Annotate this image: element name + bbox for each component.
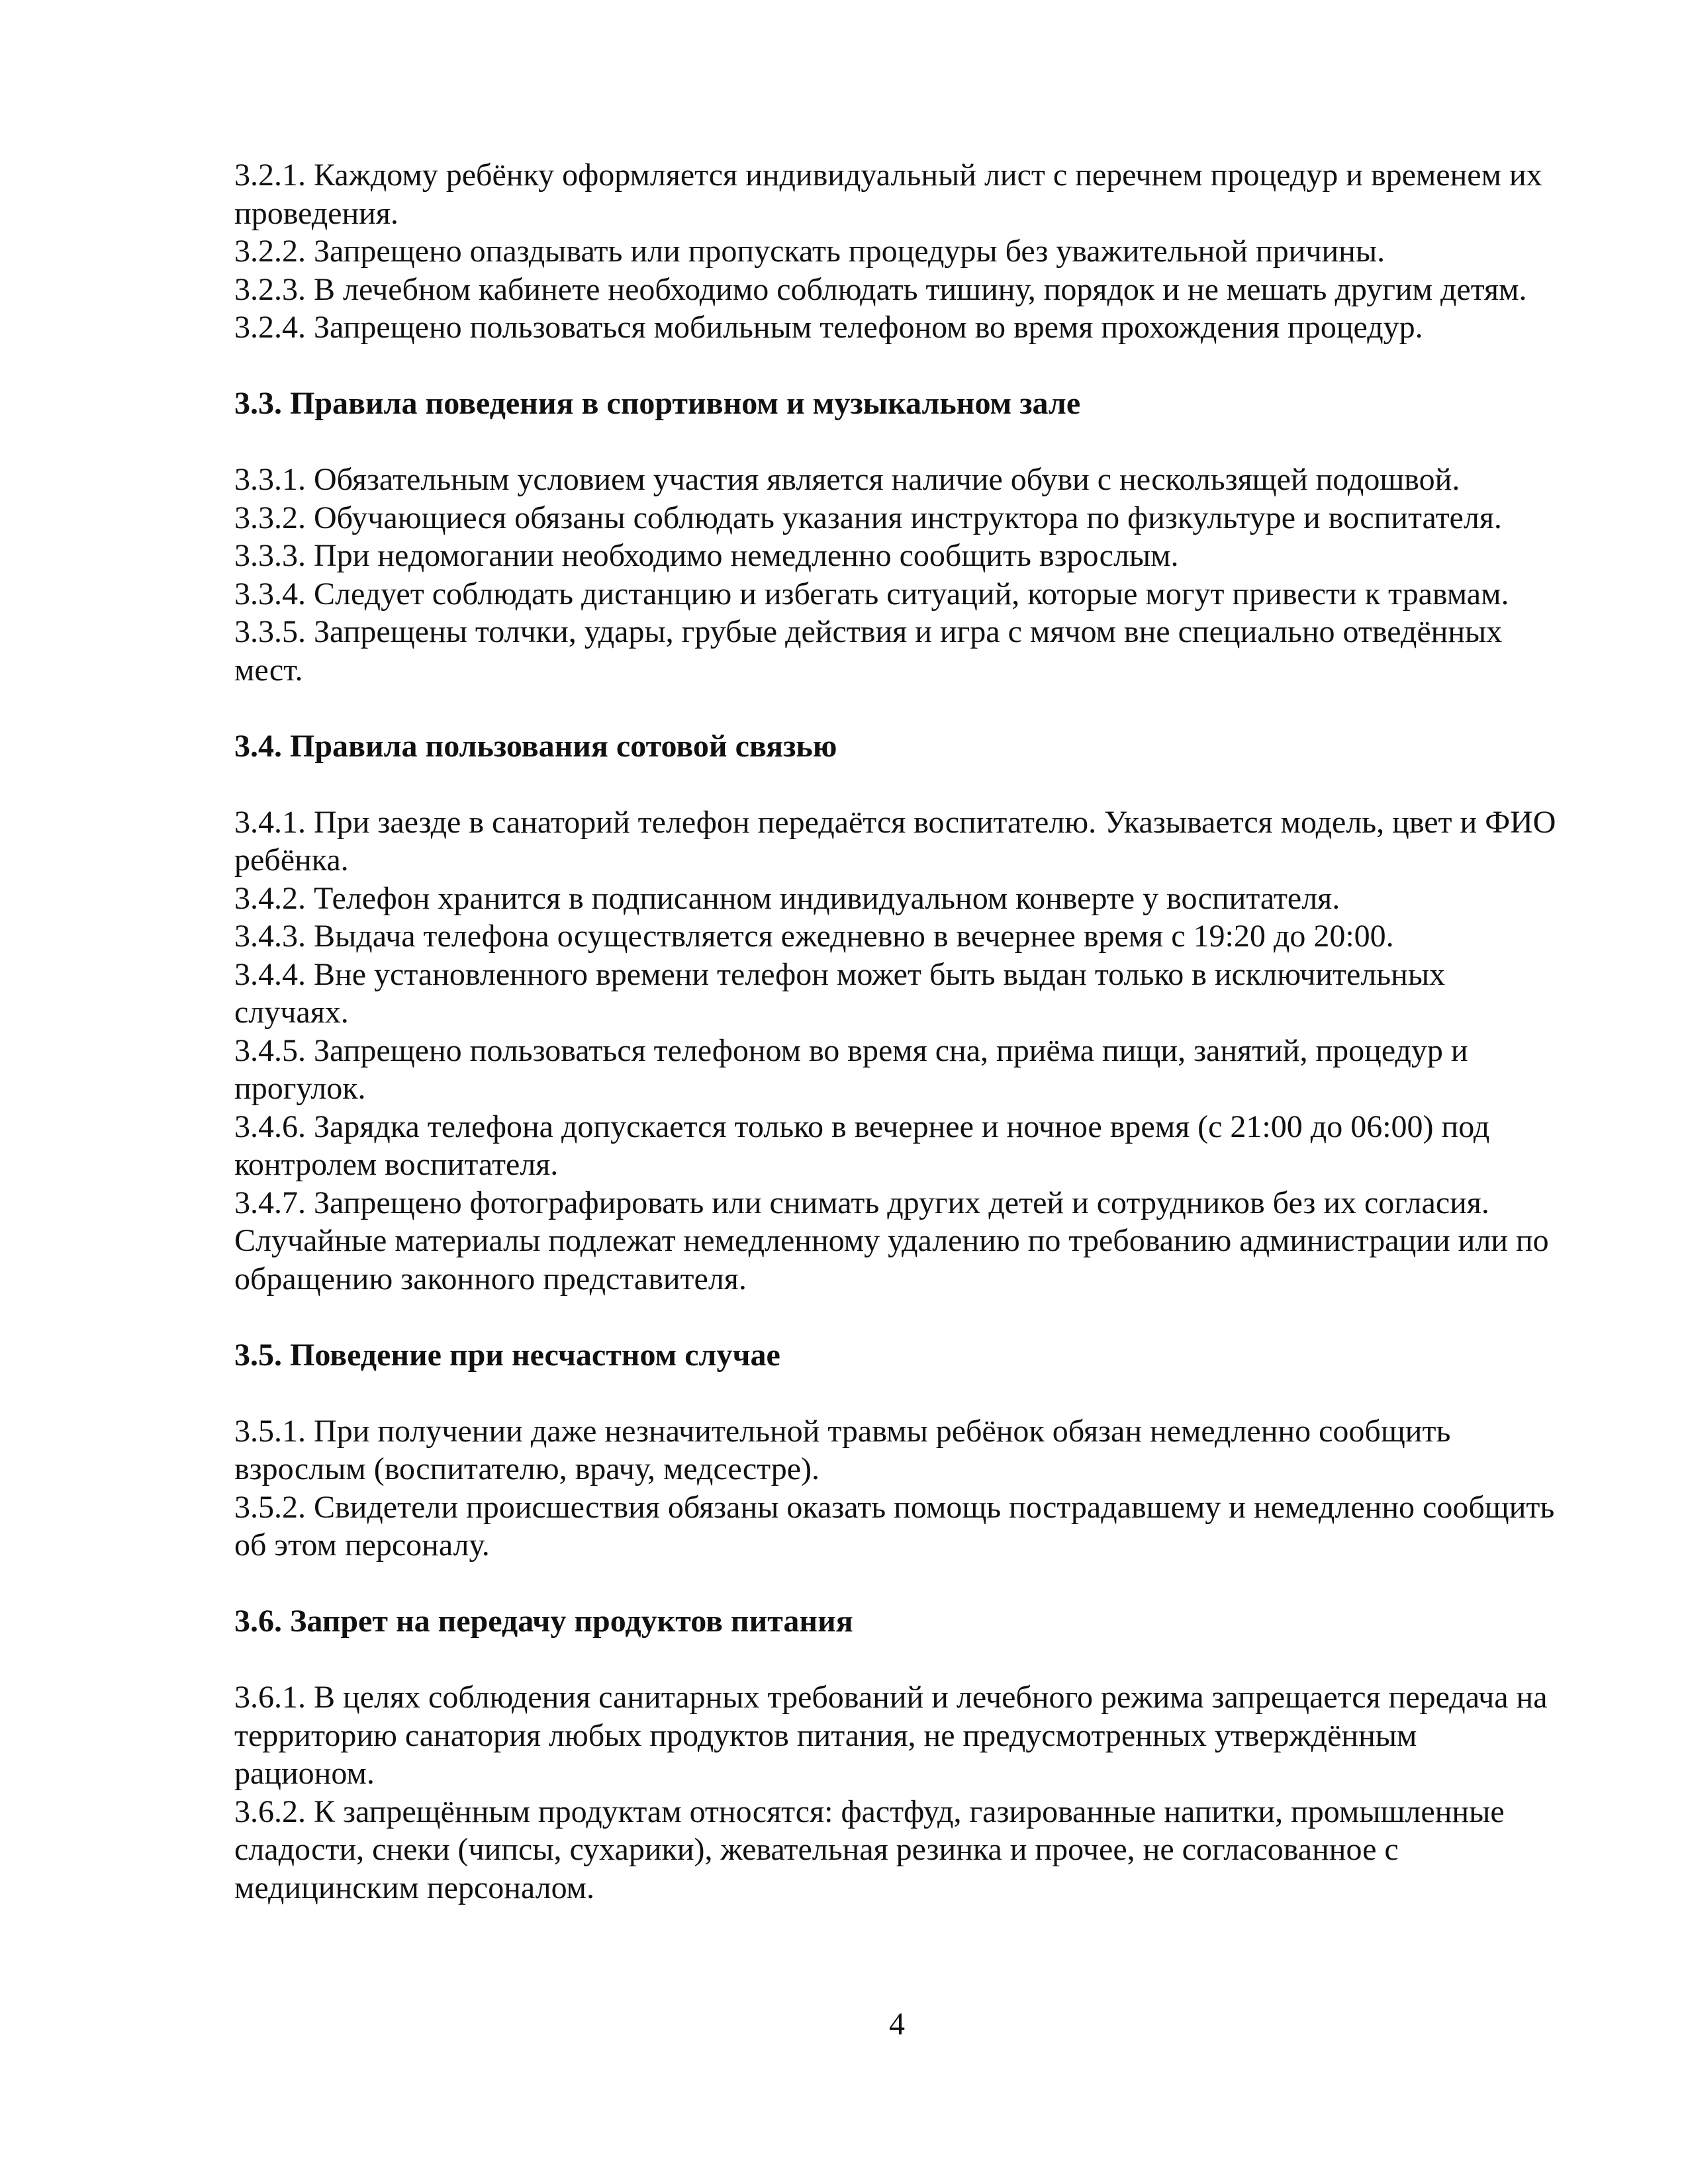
section-3-5 [234,1336,1565,1565]
paragraph-3-2-2: 3.2.2. Запрещено опаздывать или пропускать процедуры без уважительной причины. [234,234,1385,269]
paragraph-3-3-4: 3.3.4. Следует соблюдать дистанцию и избегать ситуаций, которые могут привести к травмам. [234,576,1509,612]
paragraph-3-3-3: 3.3.3. При недомогании необходимо немедленно сообщить взрослым. [234,538,1179,573]
paragraph-3-6-2: 3.6.2. К запрещённым продуктам относятся: фастфуд, газированные напитки, промышленные сладости, снеки (чипсы, сухарики), жевательная резинка и прочее, не согласованное с медицинским персоналом. [234,1794,1505,1905]
section-heading-3-4: 3.4. Правила пользования сотовой связью [234,728,837,764]
section-3-3 [234,385,1565,689]
paragraph-3-4-7: 3.4.7. Запрещено фотографировать или снимать других детей и сотрудников без их согласия. Случайные материалы подлежат немедленному удалению по требованию администрации или по обращению законного представителя. [234,1185,1549,1297]
section-3-2 [234,156,1565,347]
page-number: 4 [889,2007,905,2042]
paragraph-3-6-1: 3.6.1. В целях соблюдения санитарных требований и лечебного режима запрещается передача на территорию санатория любых продуктов питания, не предусмотренных утверждённым рационом. [234,1680,1548,1791]
paragraph-3-4-4: 3.4.4. Вне установленного времени телефон может быть выдан только в исключительных случаях. [234,956,1446,1030]
paragraph-3-4-3: 3.4.3. Выдача телефона осуществляется ежедневно в вечернее время с 19:20 до 20:00. [234,919,1394,954]
paragraph-3-3-2: 3.3.2. Обучающиеся обязаны соблюдать указания инструктора по физкультуре и воспитателя. [234,500,1502,535]
paragraph-3-3-1: 3.3.1. Обязательным условием участия является наличие обуви с нескользящей подошвой. [234,462,1460,497]
paragraph-3-4-6: 3.4.6. Зарядка телефона допускается только в вечернее и ночное время (с 21:00 до 06:00) под контролем воспитателя. [234,1109,1490,1182]
paragraph-3-3-5: 3.3.5. Запрещены толчки, удары, грубые действия и игра с мячом вне специально отведённых мест. [234,614,1503,688]
paragraph-3-2-4: 3.2.4. Запрещено пользоваться мобильным телефоном во время прохождения процедур. [234,310,1423,345]
section-heading-3-3: 3.3. Правила поведения в спортивном и музыкальном зале [234,386,1081,421]
section-heading-3-6: 3.6. Запрет на передачу продуктов питания [234,1604,853,1639]
paragraph-3-4-2: 3.4.2. Телефон хранится в подписанном индивидуальном конверте у воспитателя. [234,880,1340,916]
paragraph-3-4-1: 3.4.1. При заезде в санаторий телефон передаётся воспитателю. Указывается модель, цвет и ФИО ребёнка. [234,804,1556,878]
paragraph-3-5-1: 3.5.1. При получении даже незначительной травмы ребёнок обязан немедленно сообщить взрослым (воспитателю, врачу, медсестре). [234,1413,1451,1486]
paragraph-3-2-3: 3.2.3. В лечебном кабинете необходимо соблюдать тишину, порядок и не мешать другим детям. [234,271,1527,307]
paragraph-3-2-1: 3.2.1. Каждому ребёнку оформляется индивидуальный лист с перечнем процедур и временем их проведения. [234,158,1542,231]
document-page [234,156,1565,1907]
paragraph-3-5-2: 3.5.2. Свидетели происшествия обязаны оказать помощь пострадавшему и немедленно сообщить об этом персоналу. [234,1489,1555,1563]
section-heading-3-5: 3.5. Поведение при несчастном случае [234,1337,780,1373]
section-3-4 [234,727,1565,1298]
paragraph-3-4-5: 3.4.5. Запрещено пользоваться телефоном во время сна, приёма пищи, занятий, процедур и прогулок. [234,1032,1468,1106]
section-3-6 [234,1602,1565,1907]
